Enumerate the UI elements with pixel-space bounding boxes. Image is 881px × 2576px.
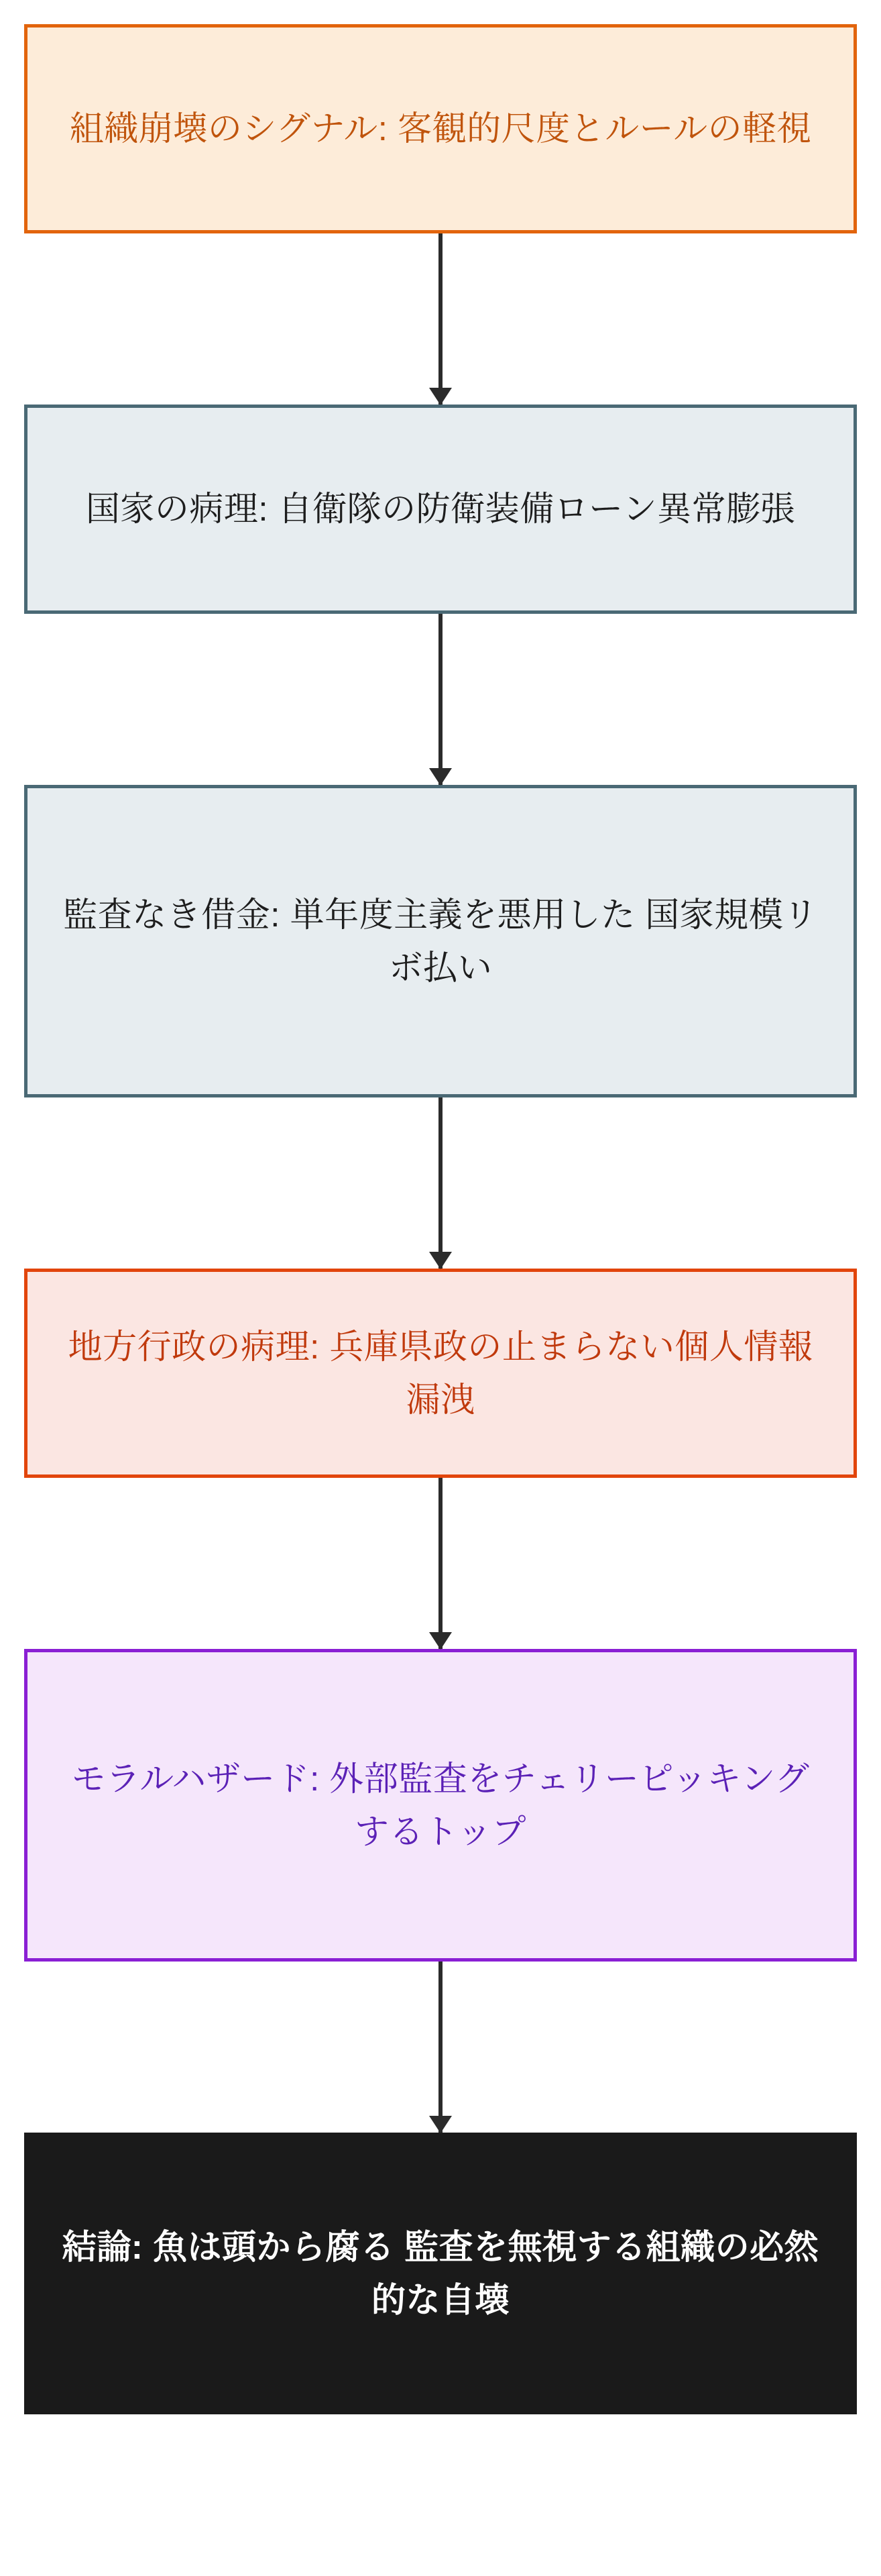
flow-arrow-state-to-debt	[438, 614, 443, 785]
flow-node-signal-label: 組織崩壊のシグナル: 客観的尺度とルールの軽視	[69, 109, 812, 148]
flow-node-state-pathology-label: 国家の病理: 自衛隊の防衛装備ローン異常膨張	[85, 490, 796, 529]
flow-arrow-moral-to-conclusion	[438, 1962, 443, 2133]
flow-node-local-pathology[interactable]	[24, 1269, 857, 1478]
arrow-line	[438, 1478, 443, 1649]
arrow-line	[438, 614, 443, 785]
flow-node-conclusion[interactable]	[24, 2133, 857, 2414]
flow-node-state-pathology[interactable]	[24, 405, 857, 614]
arrow-head-icon	[429, 768, 452, 786]
arrow-line	[438, 1962, 443, 2133]
flow-arrow-signal-to-state	[438, 233, 443, 405]
arrow-head-icon	[429, 2116, 452, 2133]
arrow-line	[438, 233, 443, 405]
arrow-head-icon	[429, 1252, 452, 1269]
arrow-head-icon	[429, 1632, 452, 1650]
flow-node-conclusion-label: 結論: 魚は頭から腐る 監査を無視する組織の必然的な自壊	[62, 2227, 819, 2319]
flow-node-unaudited-debt-label: 監査なき借金: 単年度主義を悪用した 国家規模リボ払い	[63, 895, 818, 987]
flow-arrow-debt-to-local	[438, 1097, 443, 1269]
flow-node-moral-hazard-label: モラルハザード: 外部監査をチェリーピッキングするトップ	[71, 1759, 810, 1851]
arrow-head-icon	[429, 388, 452, 405]
flow-node-local-pathology-label: 地方行政の病理: 兵庫県政の止まらない個人情報漏洩	[68, 1327, 813, 1419]
flow-node-signal[interactable]	[24, 24, 857, 233]
arrow-line	[438, 1097, 443, 1269]
flow-node-moral-hazard[interactable]	[24, 1649, 857, 1962]
flow-node-unaudited-debt[interactable]	[24, 785, 857, 1097]
flow-arrow-local-to-moral	[438, 1478, 443, 1649]
